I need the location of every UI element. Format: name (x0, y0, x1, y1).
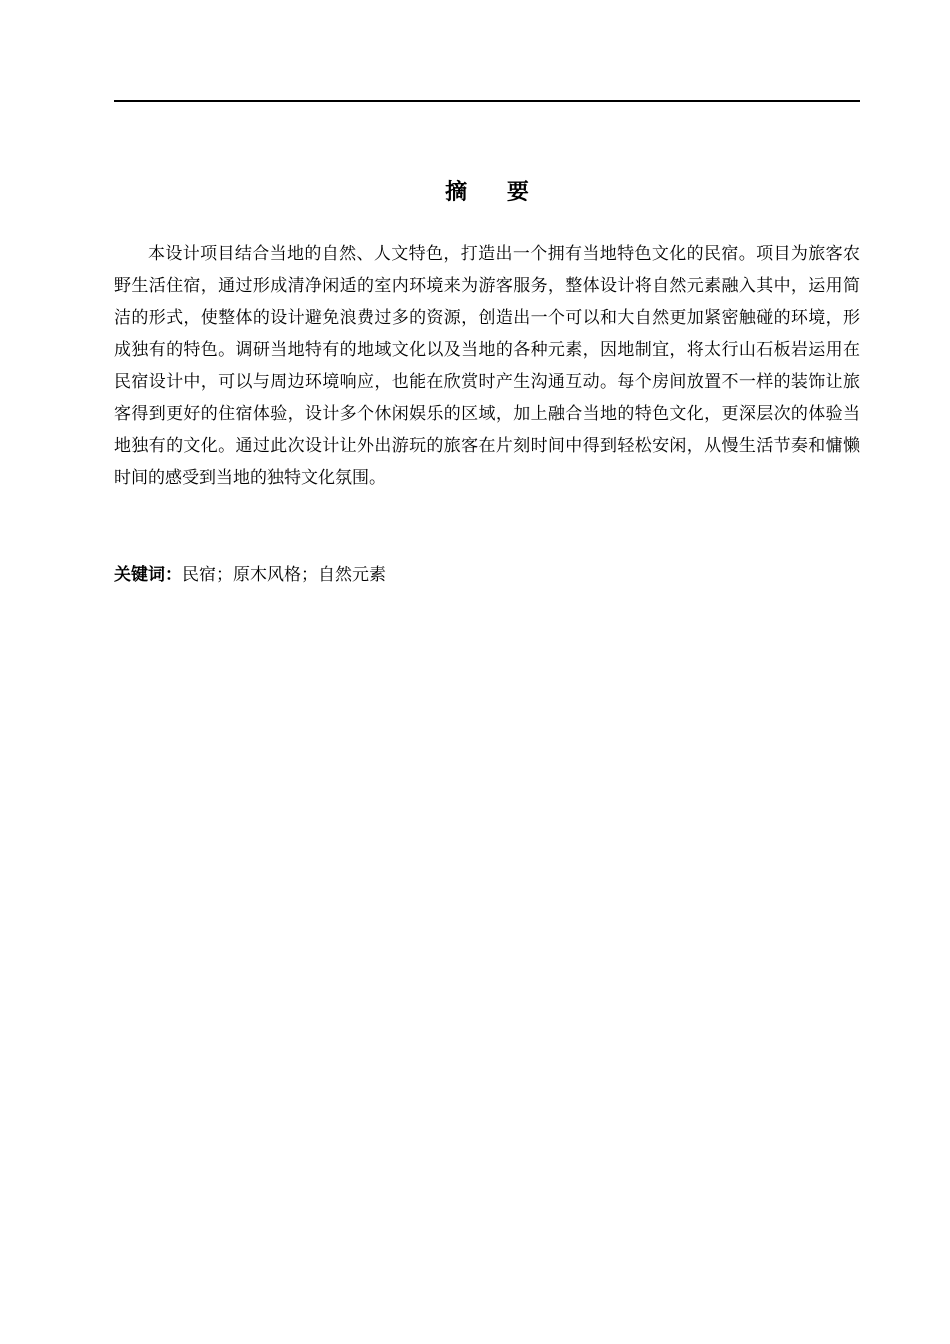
keywords-label: 关键词： (114, 565, 182, 585)
abstract-title: 摘 要 (445, 180, 545, 205)
abstract-paragraph: 本设计项目结合当地的自然、人文特色，打造出一个拥有当地特色文化的民宿。项目为旅客农野生活住宿，通过形成清净闲适的室内环境来为游客服务，整体设计将自然元素融入其中，运用简洁的形式，使整体的设计避免浪费过多的资源，创造出一个可以和大自然更加紧密触碰的环境，形成独有的特色。调研当地特有的地域文化以及当地的各种元素，因地制宜，将太行山石板岩运用在民宿设计中，可以与周边环境响应，也能在欣赏时产生沟通互动。每个房间放置不一样的装饰让旅客得到更好的住宿体验，设计多个休闲娱乐的区域，加上融合当地的特色文化，更深层次的体验当地独有的文化。通过此次设计让外出游玩的旅客在片刻时间中得到轻松安闲，从慢生活节奏和慵懒时间的感受到当地的独特文化氛围。 (114, 244, 860, 488)
header-rule (114, 100, 860, 102)
keywords-line (114, 560, 860, 590)
keywords-value: 民宿；原木风格；自然元素 (182, 565, 386, 585)
